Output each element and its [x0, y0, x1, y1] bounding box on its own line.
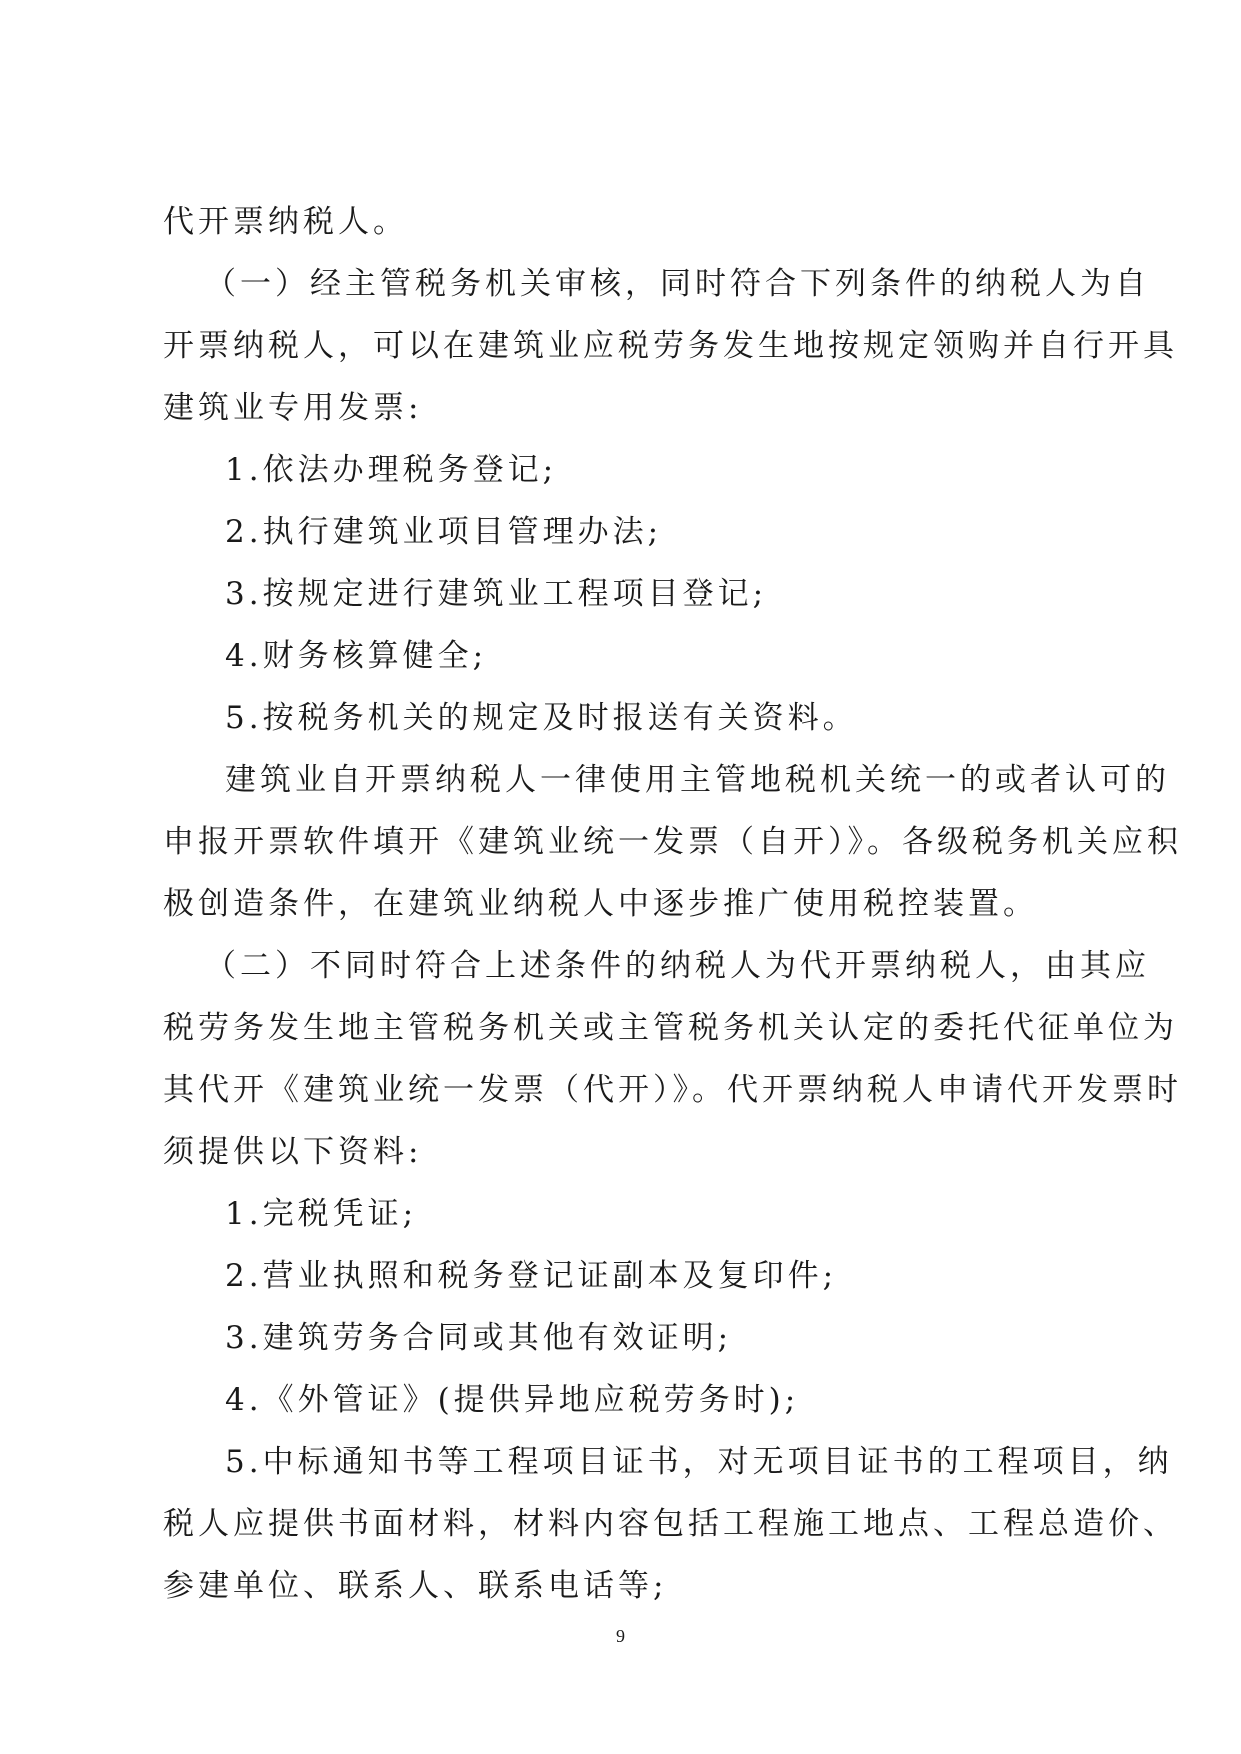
list-item: 2.执行建筑业项目管理办法;	[225, 514, 663, 550]
text-line: 税人应提供书面材料，材料内容包括工程施工地点、工程总造价、	[163, 1506, 1178, 1542]
list-item: 5.中标通知书等工程项目证书，对无项目证书的工程项目，纳	[225, 1444, 1173, 1480]
text-line: （二）不同时符合上述条件的纳税人为代开票纳税人，由其应	[205, 948, 1150, 984]
text-line: 建筑业专用发票:	[163, 390, 423, 426]
list-item: 3.建筑劳务合同或其他有效证明;	[225, 1320, 733, 1356]
list-item: 4.《外管证》(提供异地应税劳务时);	[225, 1382, 800, 1418]
text-line: 其代开《建筑业统一发票（代开）》。代开票纳税人申请代开发票时	[163, 1072, 1182, 1108]
text-line: 极创造条件，在建筑业纳税人中逐步推广使用税控装置。	[163, 886, 1038, 922]
list-item: 1.完税凭证;	[225, 1196, 418, 1232]
text-line: 代开票纳税人。	[163, 204, 408, 240]
list-item: 3.按规定进行建筑业工程项目登记;	[225, 576, 768, 612]
text-line: 税劳务发生地主管税务机关或主管税务机关认定的委托代征单位为	[163, 1010, 1178, 1046]
text-line: （一）经主管税务机关审核，同时符合下列条件的纳税人为自	[205, 266, 1150, 302]
text-line: 须提供以下资料:	[163, 1134, 423, 1170]
list-item: 2.营业执照和税务登记证副本及复印件;	[225, 1258, 838, 1294]
list-item: 4.财务核算健全;	[225, 638, 488, 674]
list-item: 5.按税务机关的规定及时报送有关资料。	[225, 700, 858, 736]
text-line: 申报开票软件填开《建筑业统一发票（自开）》。各级税务机关应积	[163, 824, 1182, 860]
list-item: 1.依法办理税务登记;	[225, 452, 558, 488]
page-number: 9	[616, 1626, 625, 1646]
text-line: 建筑业自开票纳税人一律使用主管地税机关统一的或者认可的	[225, 762, 1170, 798]
text-line: 开票纳税人，可以在建筑业应税劳务发生地按规定领购并自行开具	[163, 328, 1178, 364]
text-line: 参建单位、联系人、联系电话等;	[163, 1568, 668, 1604]
